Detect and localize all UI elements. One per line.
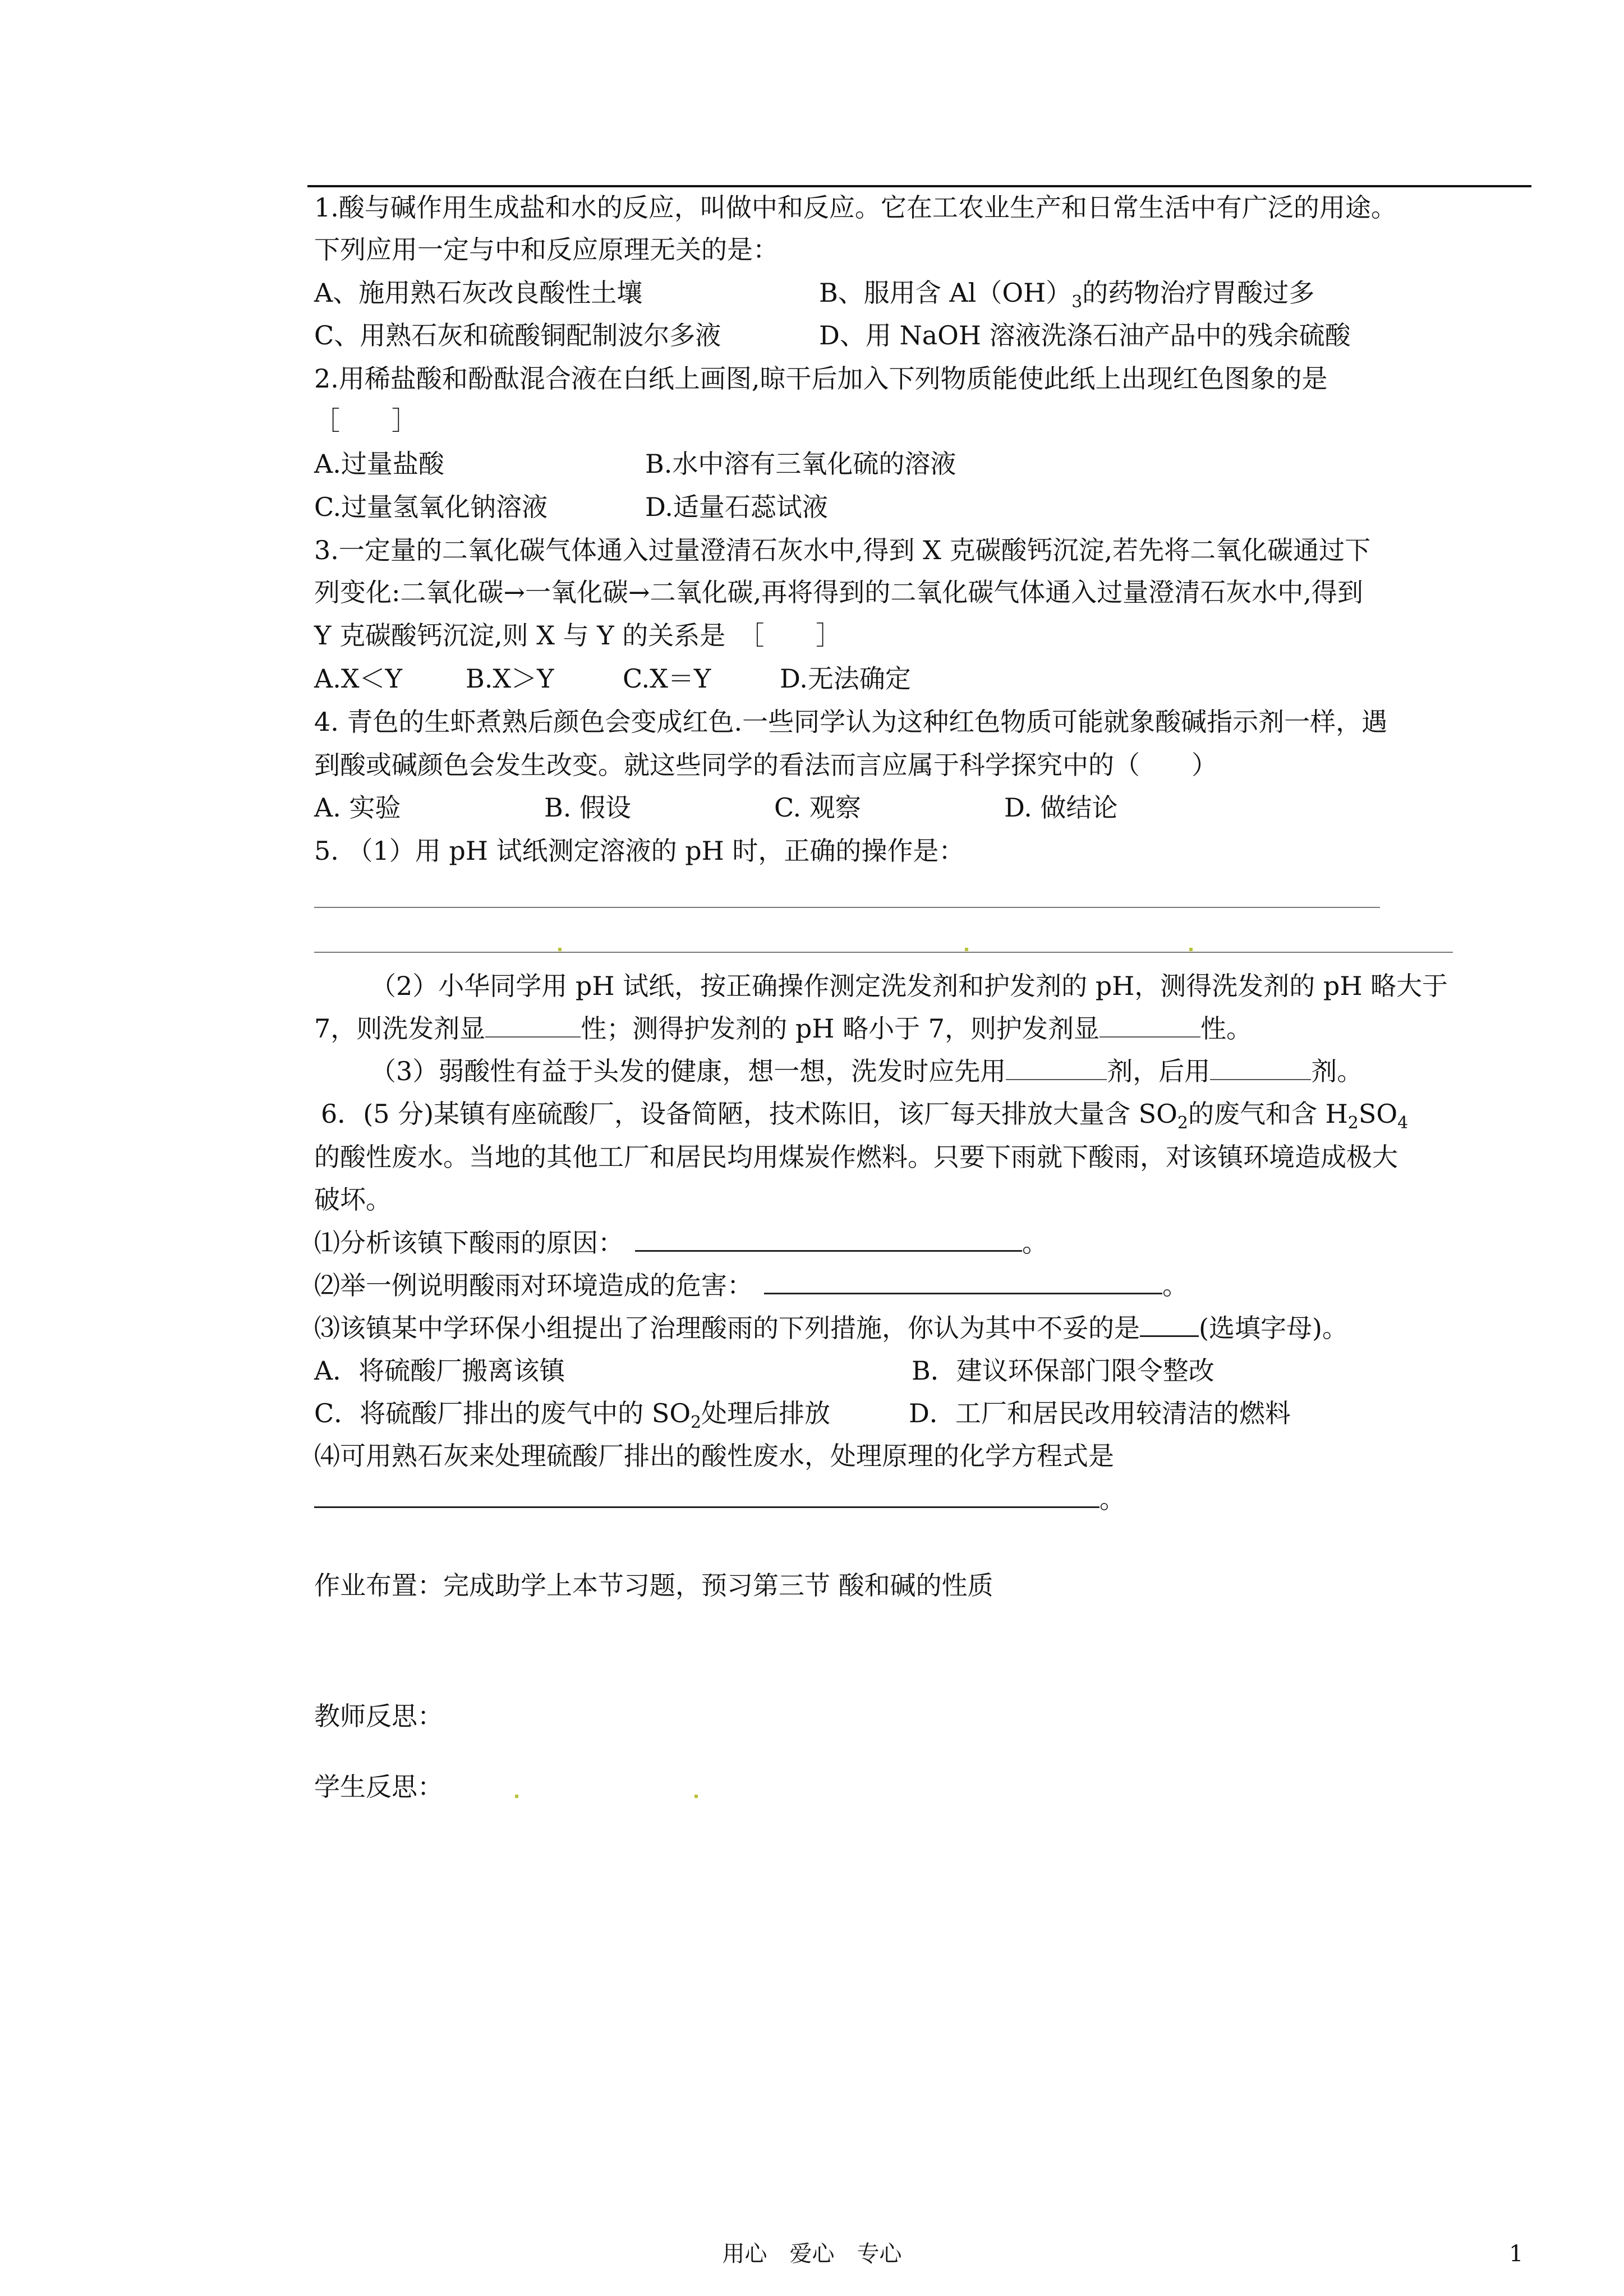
q2-option-c: C.过量氢氧化钠溶液	[314, 492, 548, 522]
scan-dot	[1189, 948, 1193, 951]
q5-stem: 5. （1）用 pH 试纸测定溶液的 pH 时，正确的操作是：	[314, 836, 965, 866]
shampoo-ph-blank[interactable]	[485, 1014, 581, 1038]
q4-options	[314, 791, 1118, 824]
q6-options-ab	[314, 1354, 1214, 1387]
second-agent-blank[interactable]	[1210, 1057, 1311, 1080]
q4-option-d: D. 做结论	[1004, 792, 1118, 823]
q5-part2-line2: 7，则洗发剂显 性；测得护发剂的 pH 略小于 7，则护发剂显 性。	[314, 1013, 1252, 1044]
q3-stem-line3: Y 克碳酸钙沉淀,则 X 与 Y 的关系是 ［ ］	[314, 620, 842, 651]
q4-stem-line2: 到酸或碱颜色会发生改变。就这些同学的看法而言应属于科学探究中的（ ）	[314, 750, 1217, 780]
scan-dot	[965, 948, 968, 951]
acid-rain-cause-blank[interactable]	[635, 1228, 1022, 1252]
homework-assignment: 作业布置：完成助学上本节习题，预习第三节 酸和碱的性质	[314, 1570, 993, 1601]
q6-stem-line2: 的酸性废水。当地的其他工厂和居民均用煤炭作燃料。只要下雨就下酸雨，对该镇环境造成极大	[314, 1142, 1398, 1172]
q6-equation-line: 。	[314, 1482, 1125, 1516]
top-rule	[307, 185, 1531, 187]
q2-option-a: A.过量盐酸	[314, 449, 444, 479]
scan-dot	[558, 948, 562, 951]
q1-stem-line1: 1.酸与碱作用生成盐和水的反应，叫做中和反应。它在工农业生产和日常生活中有广泛的用途。	[314, 192, 1397, 223]
scan-dot	[515, 1795, 518, 1798]
q3-option-b: B.X＞Y	[466, 663, 554, 694]
q1-option-b: B、服用含 $Al(OH)_3$的药物治疗胃酸过多	[819, 278, 1315, 312]
q1-option-c: C、用熟石灰和硫酸铜配制波尔多液	[314, 320, 721, 351]
q2-stem-line1: 2.用稀盐酸和酚酞混合液在白纸上画图,晾干后加入下列物质能使此纸上出现红色图象的是	[314, 363, 1328, 394]
q6-subq2: ⑵举一例说明酸雨对环境造成的危害： 。	[314, 1270, 1188, 1301]
q1-option-a: A、施用熟石灰改良酸性土壤	[314, 278, 643, 308]
q6-subq3: ⑶该镇某中学环保小组提出了治理酸雨的下列措施，你认为其中不妥的是 (选填字母)。	[314, 1313, 1348, 1343]
q6-option-c: C．将硫酸厂排出的废气中的 $SO_2$处理后排放	[314, 1398, 831, 1433]
q3-option-d: D.无法确定	[780, 663, 911, 694]
q2-options-ab	[314, 447, 956, 481]
q2-option-d: D.适量石蕊试液	[645, 492, 828, 522]
q4-stem-line1: 4. 青色的生虾煮熟后颜色会变成红色.一些同学认为这种红色物质可能就象酸碱指示剂一样，遇	[314, 707, 1388, 737]
q4-option-c: C. 观察	[774, 792, 861, 823]
q6-options-cd	[314, 1396, 1291, 1433]
acid-rain-harm-blank[interactable]	[764, 1270, 1162, 1294]
teacher-reflection-label: 教师反思：	[314, 1701, 443, 1731]
q6-subq4: ⑷可用熟石灰来处理硫酸厂排出的酸性废水，处理原理的化学方程式是	[314, 1441, 1114, 1471]
first-agent-blank[interactable]	[1006, 1057, 1107, 1080]
q3-option-a: A.X＜Y	[314, 663, 402, 694]
page-number: 1	[1509, 2241, 1524, 2267]
q2-answer-bracket: ［ ］	[314, 405, 417, 436]
q6-stem-line3: 破坏。	[314, 1184, 392, 1215]
q4-option-b: B. 假设	[544, 792, 632, 823]
q6-subq1: ⑴分析该镇下酸雨的原因： 。	[314, 1228, 1048, 1258]
q1-option-d: D、用 NaOH 溶液洗涤石油产品中的残余硫酸	[819, 320, 1351, 351]
q6-option-d: D．工厂和居民改用较清洁的燃料	[909, 1398, 1291, 1428]
q6-stem-line1: 6．(5 分)某镇有座硫酸厂，设备简陋，技术陈旧，该厂每天排放大量含 $SO_2$的废气和含 $H_2SO_4$	[321, 1099, 1409, 1133]
student-reflection-label: 学生反思：	[314, 1772, 443, 1802]
q5-answer-line-2[interactable]	[314, 952, 1453, 953]
q2-options-cd	[314, 490, 828, 524]
q1-stem-line2: 下列应用一定与中和反应原理无关的是：	[314, 234, 779, 265]
chemical-equation-blank[interactable]	[314, 1484, 1099, 1508]
q4-option-a: A. 实验	[314, 792, 401, 823]
q5-answer-line-1[interactable]	[314, 907, 1380, 908]
q3-option-c: C.X＝Y	[623, 663, 711, 694]
q3-stem-line2: 列变化:二氧化碳→一氧化碳→二氧化碳,再将得到的二氧化碳气体通入过量澄清石灰水中,得到	[314, 577, 1363, 607]
q3-options	[314, 662, 911, 695]
scan-dot	[694, 1795, 698, 1798]
q3-stem-line1: 3.一定量的二氧化碳气体通入过量澄清石灰水中,得到 X 克碳酸钙沉淀,若先将二氧化碳通过下	[314, 535, 1371, 565]
q2-option-b: B.水中溶有三氧化硫的溶液	[645, 449, 956, 479]
q1-options-cd	[314, 319, 1351, 352]
q5-part2-line1: （2）小华同学用 pH 试纸，按正确操作测定洗发剂和护发剂的 pH，测得洗发剂的 pH 略大于	[370, 971, 1448, 1001]
q6-option-a: A．将硫酸厂搬离该镇	[314, 1356, 565, 1386]
q6-option-b: B．建议环保部门限令整改	[912, 1356, 1214, 1386]
footer-motto: 用心 爱心 专心	[722, 2241, 902, 2267]
conditioner-ph-blank[interactable]	[1099, 1014, 1200, 1038]
q1-options-ab	[314, 276, 1314, 310]
q5-part3: （3）弱酸性有益于头发的健康，想一想，洗发时应先用 剂，后用 剂。	[370, 1056, 1363, 1086]
choice-letter-blank[interactable]	[1140, 1313, 1199, 1337]
